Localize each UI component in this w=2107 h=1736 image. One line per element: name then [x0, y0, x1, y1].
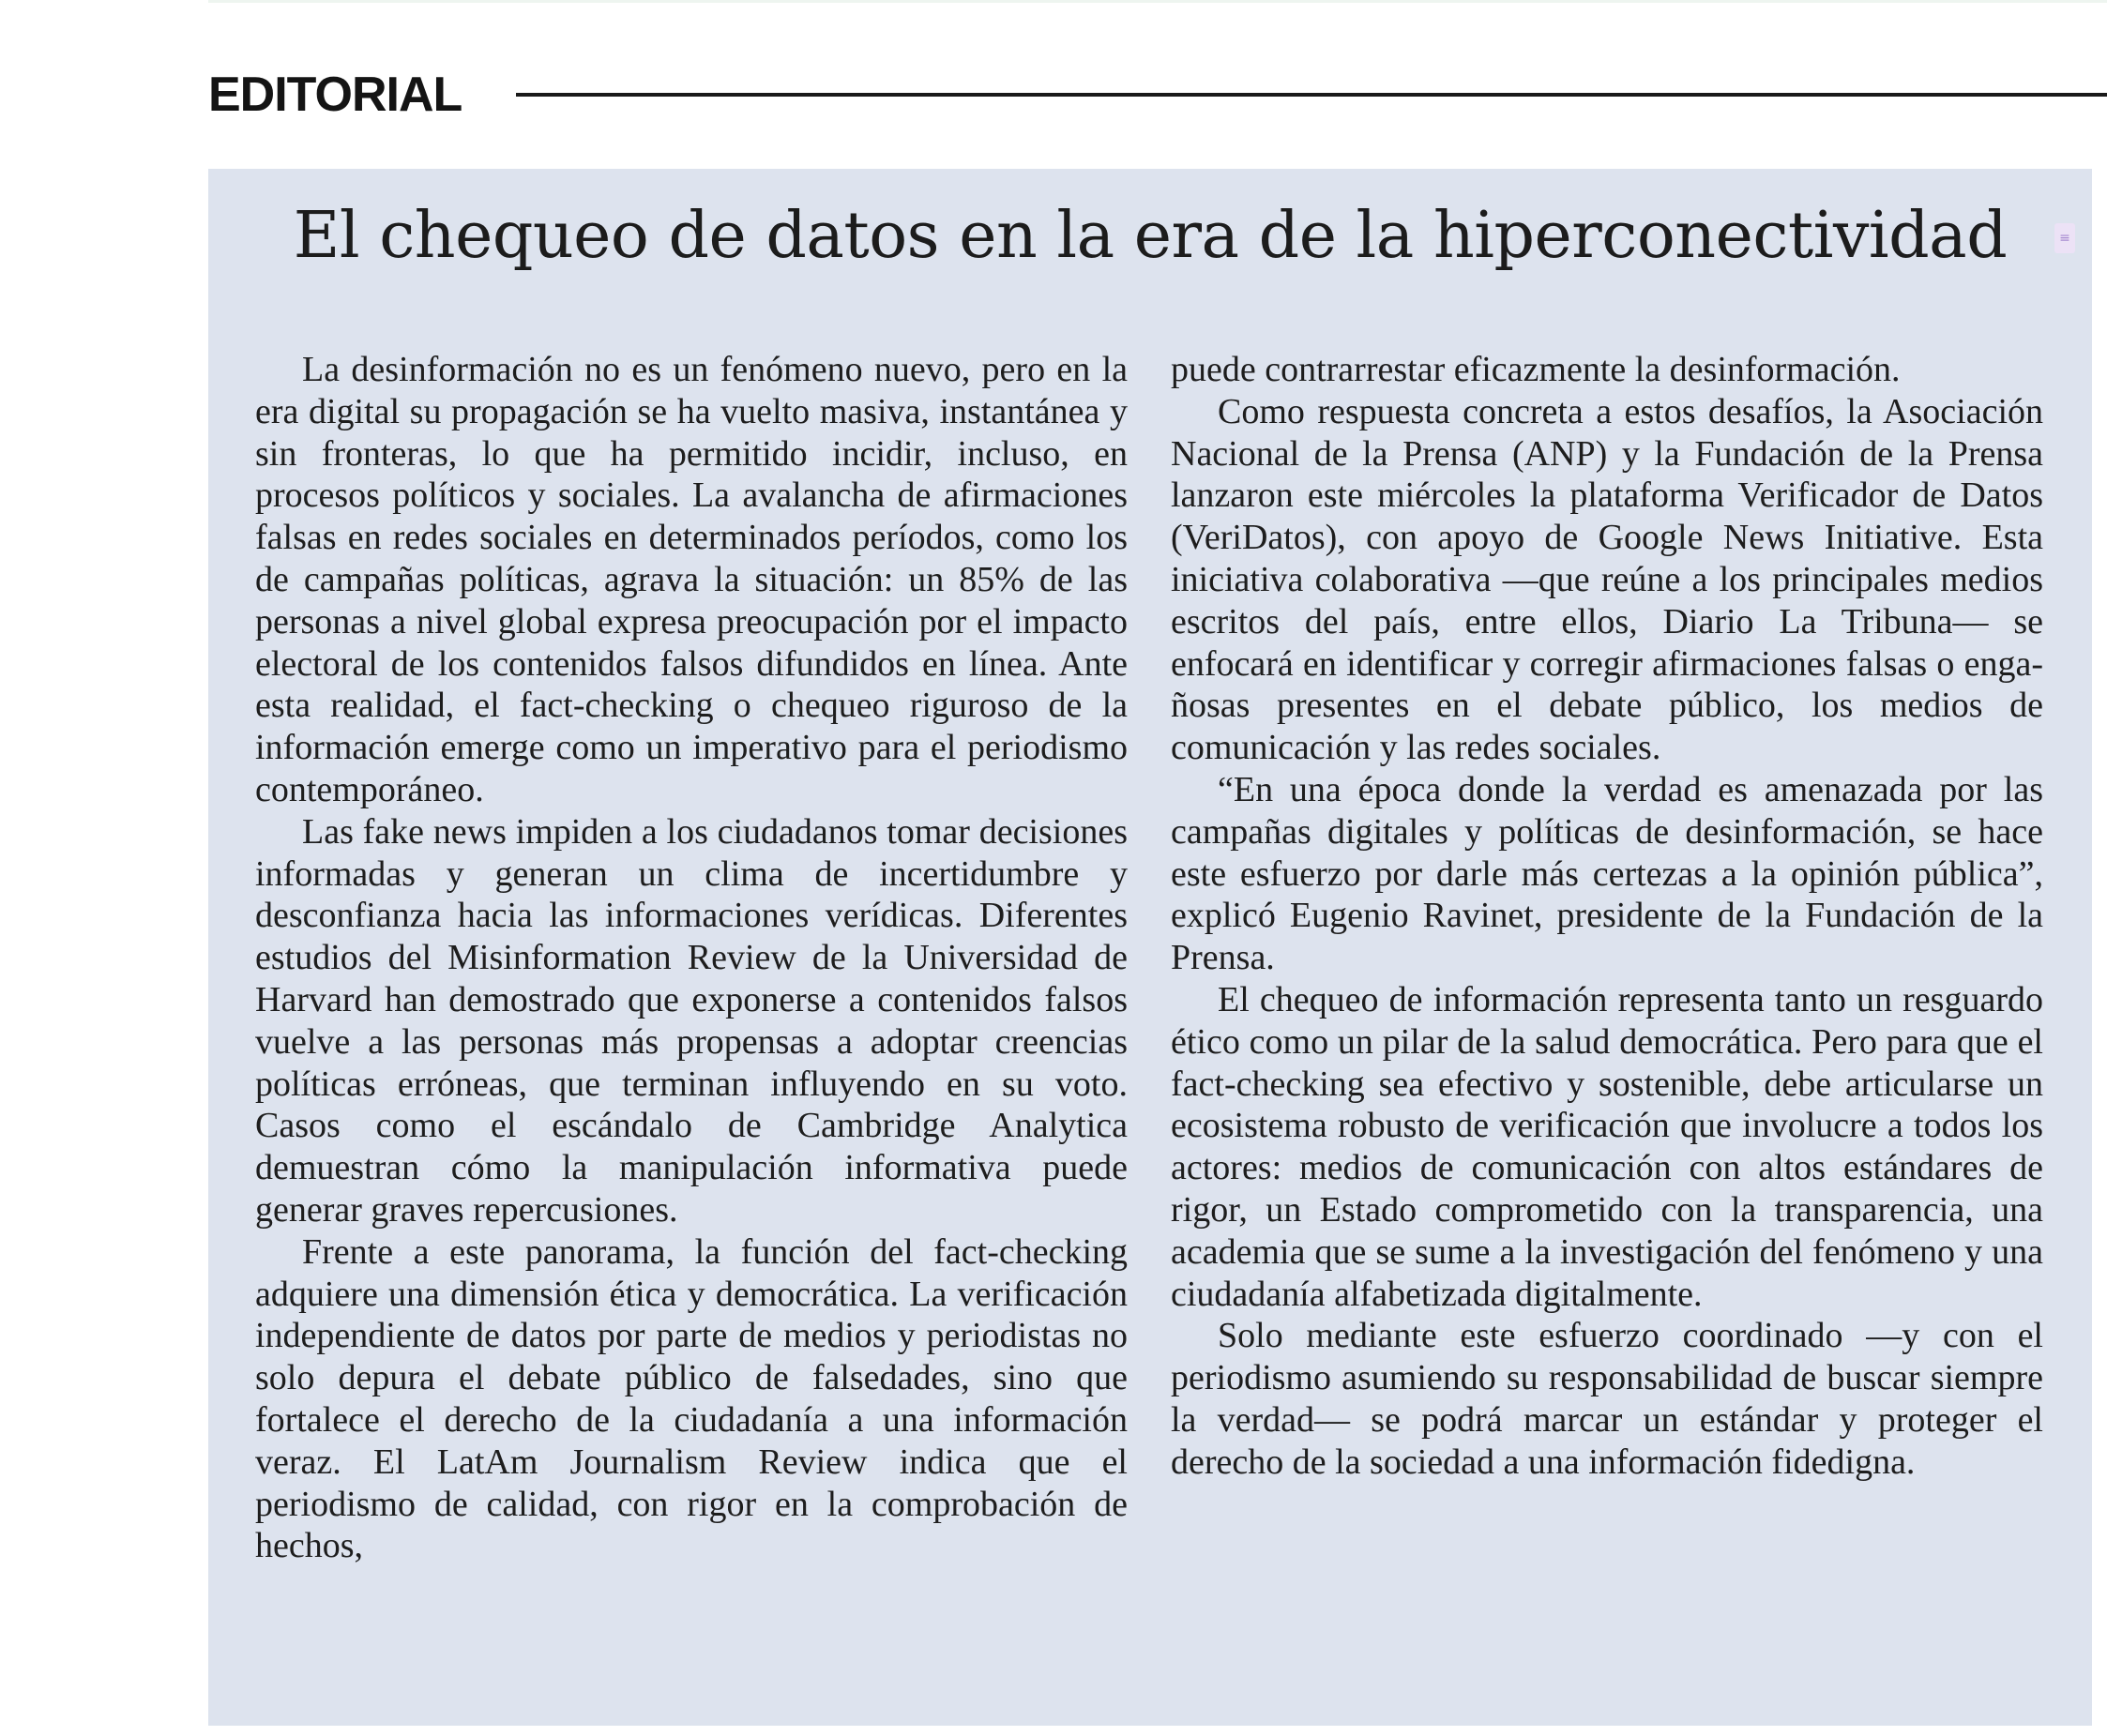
- paragraph: Solo mediante este esfuerzo coordinado —y con el periodismo asumiendo su responsabilidad de buscar siempre la verdad— se podrá marcar un estándar y proteger el derecho de la sociedad a una información fidedigna.: [1171, 1316, 2043, 1482]
- article-headline: El chequeo de datos en la era de la hiperconectividad: [293, 199, 2008, 273]
- paragraph-continuation: puede contrarrestar eficazmente la desinformación.: [1171, 350, 1901, 389]
- editorial-panel: [208, 169, 2092, 1726]
- right-column: [1171, 349, 2043, 1484]
- paragraph: Frente a este panorama, la función del fact-checking adquiere una dimensión ética y democrática. La verificación independiente de datos por parte de medios y periodistas no solo depura el debate público de falsedades, sino que fortalece el derecho de la ciudadanía a una información veraz. El LatAm Journalism Review indica que el periodismo de calidad, con rigor en la comprobación de hechos,: [255, 1231, 1128, 1566]
- left-column: [255, 349, 1128, 1567]
- paragraph: La desinformación no es un fenómeno nuevo, pero en la era digital su propagación se ha vuelto masiva, instantánea y sin fronteras, lo que ha permitido incidir, incluso, en procesos políticos y sociales. La avalancha de afirmaciones falsas en redes sociales en determinados períodos, como los de campañas políticas, agrava la situación: un 85% de las personas a nivel global expresa preocupación por el impacto electoral de los contenidos falsos difundidos en línea. Ante esta realidad, el fact-checking o chequeo riguroso de la información emerge como un imperativo para el periodismo contemporáneo.: [255, 350, 1128, 809]
- section-label: EDITORIAL: [208, 68, 462, 122]
- paragraph: “En una época donde la verdad es amenazada por las campañas digitales y políticas de desinformación, se hace este esfuerzo por darle más certezas a la opinión pública”, explicó Eugenio Ravinet, presidente de la Fundación de la Prensa.: [1171, 769, 2043, 978]
- section-rule: [516, 93, 2107, 97]
- paragraph: El chequeo de información representa tanto un resguardo ético como un pilar de la salud democrática. Pero para que el fact-checking sea efectivo y sostenible, debe articularse un ecosistema robusto de verificación que involucre a todos los actores: medios de comunicación con altos estándares de rigor, un Estado comprometido con la transparencia, una academia que se sume a la investigación del fenómeno y una ciudadanía alfabetizada digitalmente.: [1171, 979, 2043, 1314]
- section-header: [208, 62, 2107, 128]
- paragraph: Las fake news impiden a los ciudadanos tomar decisiones informadas y generan un clima de incertidumbre y desconfianza hacia las informaciones verídicas. Diferentes estudios del Misinformation Review de la Universidad de Harvard han demostrado que exponerse a contenidos falsos vuelve a las personas más propensas a adoptar creencias políticas erróneas, que terminan influyendo en su voto. Casos como el escándalo de Cambridge Analytica demuestran cómo la manipulación informativa puede generar graves repercusiones.: [255, 811, 1128, 1230]
- paragraph: Como respuesta concreta a estos desafíos, la Asociación Nacional de la Prensa (ANP) y la Fundación de la Prensa lanzaron este miércoles la plataforma Verificador de Datos (VeriDatos), con apoyo de Google News Initiative. Esta iniciativa colaborativa —que reúne a los principales medios escritos del país, entre ellos, Diario La Tribuna— se enfocará en identificar y corregir afirmaciones falsas o engañosas presentes en el debate público, los medios de comunicación y las redes sociales.: [1171, 391, 2043, 768]
- top-border-line: [208, 0, 2107, 3]
- note-icon[interactable]: ≡: [2054, 223, 2075, 253]
